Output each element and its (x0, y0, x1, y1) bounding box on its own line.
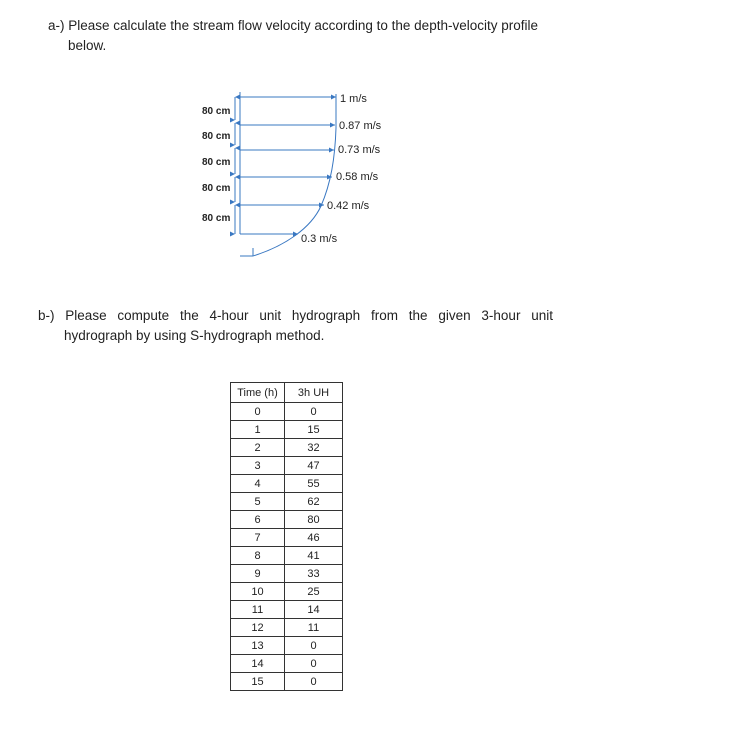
time-cell: 10 (231, 583, 285, 601)
time-cell: 7 (231, 529, 285, 547)
uh-value-cell: 0 (285, 403, 343, 421)
table-header-time: Time (h) (231, 383, 285, 403)
table-row (231, 673, 343, 691)
depth-label: 80 cm (202, 157, 231, 168)
question-a-line1: a-) Please calculate the stream flow velocity according to the depth-velocity profile (48, 18, 538, 33)
time-cell: 9 (231, 565, 285, 583)
table-row (231, 601, 343, 619)
uh-value-cell: 46 (285, 529, 343, 547)
question-a (48, 16, 588, 56)
depth-label: 80 cm (202, 213, 231, 224)
velocity-label: 0.42 m/s (327, 200, 370, 212)
time-cell: 0 (231, 403, 285, 421)
table-header-uh: 3h UH (285, 383, 343, 403)
depth-label: 80 cm (202, 106, 231, 117)
depth-velocity-profile (195, 88, 425, 260)
time-cell: 4 (231, 475, 285, 493)
velocity-label: 0.58 m/s (336, 171, 379, 183)
uh-value-cell: 62 (285, 493, 343, 511)
velocity-label: 0.87 m/s (339, 120, 382, 132)
uh-value-cell: 14 (285, 601, 343, 619)
question-b-line1: b-) Please compute the 4-hour unit hydrograph from the given 3-hour unit (38, 308, 553, 323)
uh-value-cell: 80 (285, 511, 343, 529)
uh-value-cell: 25 (285, 583, 343, 601)
uh-value-cell: 15 (285, 421, 343, 439)
velocity-label: 0.3 m/s (301, 233, 338, 245)
question-a-line2: below. (68, 38, 107, 53)
time-cell: 1 (231, 421, 285, 439)
uh-value-cell: 0 (285, 673, 343, 691)
table-row (231, 439, 343, 457)
time-cell: 6 (231, 511, 285, 529)
time-cell: 5 (231, 493, 285, 511)
question-b (38, 306, 558, 346)
velocity-label: 1 m/s (340, 93, 367, 105)
time-cell: 3 (231, 457, 285, 475)
uh-value-cell: 32 (285, 439, 343, 457)
table-row (231, 565, 343, 583)
table-row (231, 547, 343, 565)
time-cell: 14 (231, 655, 285, 673)
table-row (231, 475, 343, 493)
uh-value-cell: 55 (285, 475, 343, 493)
time-cell: 8 (231, 547, 285, 565)
question-b-line2: hydrograph by using S-hydrograph method. (64, 328, 325, 343)
table-row (231, 457, 343, 475)
time-cell: 12 (231, 619, 285, 637)
velocity-profile-curve (253, 94, 336, 256)
unit-hydrograph-table (230, 382, 343, 691)
depth-label: 80 cm (202, 183, 231, 194)
time-cell: 15 (231, 673, 285, 691)
uh-value-cell: 0 (285, 655, 343, 673)
table-row (231, 583, 343, 601)
table-row (231, 655, 343, 673)
uh-value-cell: 0 (285, 637, 343, 655)
velocity-label: 0.73 m/s (338, 144, 381, 156)
table-row (231, 637, 343, 655)
uh-value-cell: 11 (285, 619, 343, 637)
uh-value-cell: 33 (285, 565, 343, 583)
depth-label: 80 cm (202, 131, 231, 142)
table-row (231, 511, 343, 529)
uh-value-cell: 47 (285, 457, 343, 475)
time-cell: 11 (231, 601, 285, 619)
table-row (231, 493, 343, 511)
table-row (231, 403, 343, 421)
time-cell: 13 (231, 637, 285, 655)
uh-value-cell: 41 (285, 547, 343, 565)
table-row (231, 529, 343, 547)
table-row (231, 619, 343, 637)
time-cell: 2 (231, 439, 285, 457)
table-row (231, 421, 343, 439)
velocity-arrows (240, 97, 336, 234)
